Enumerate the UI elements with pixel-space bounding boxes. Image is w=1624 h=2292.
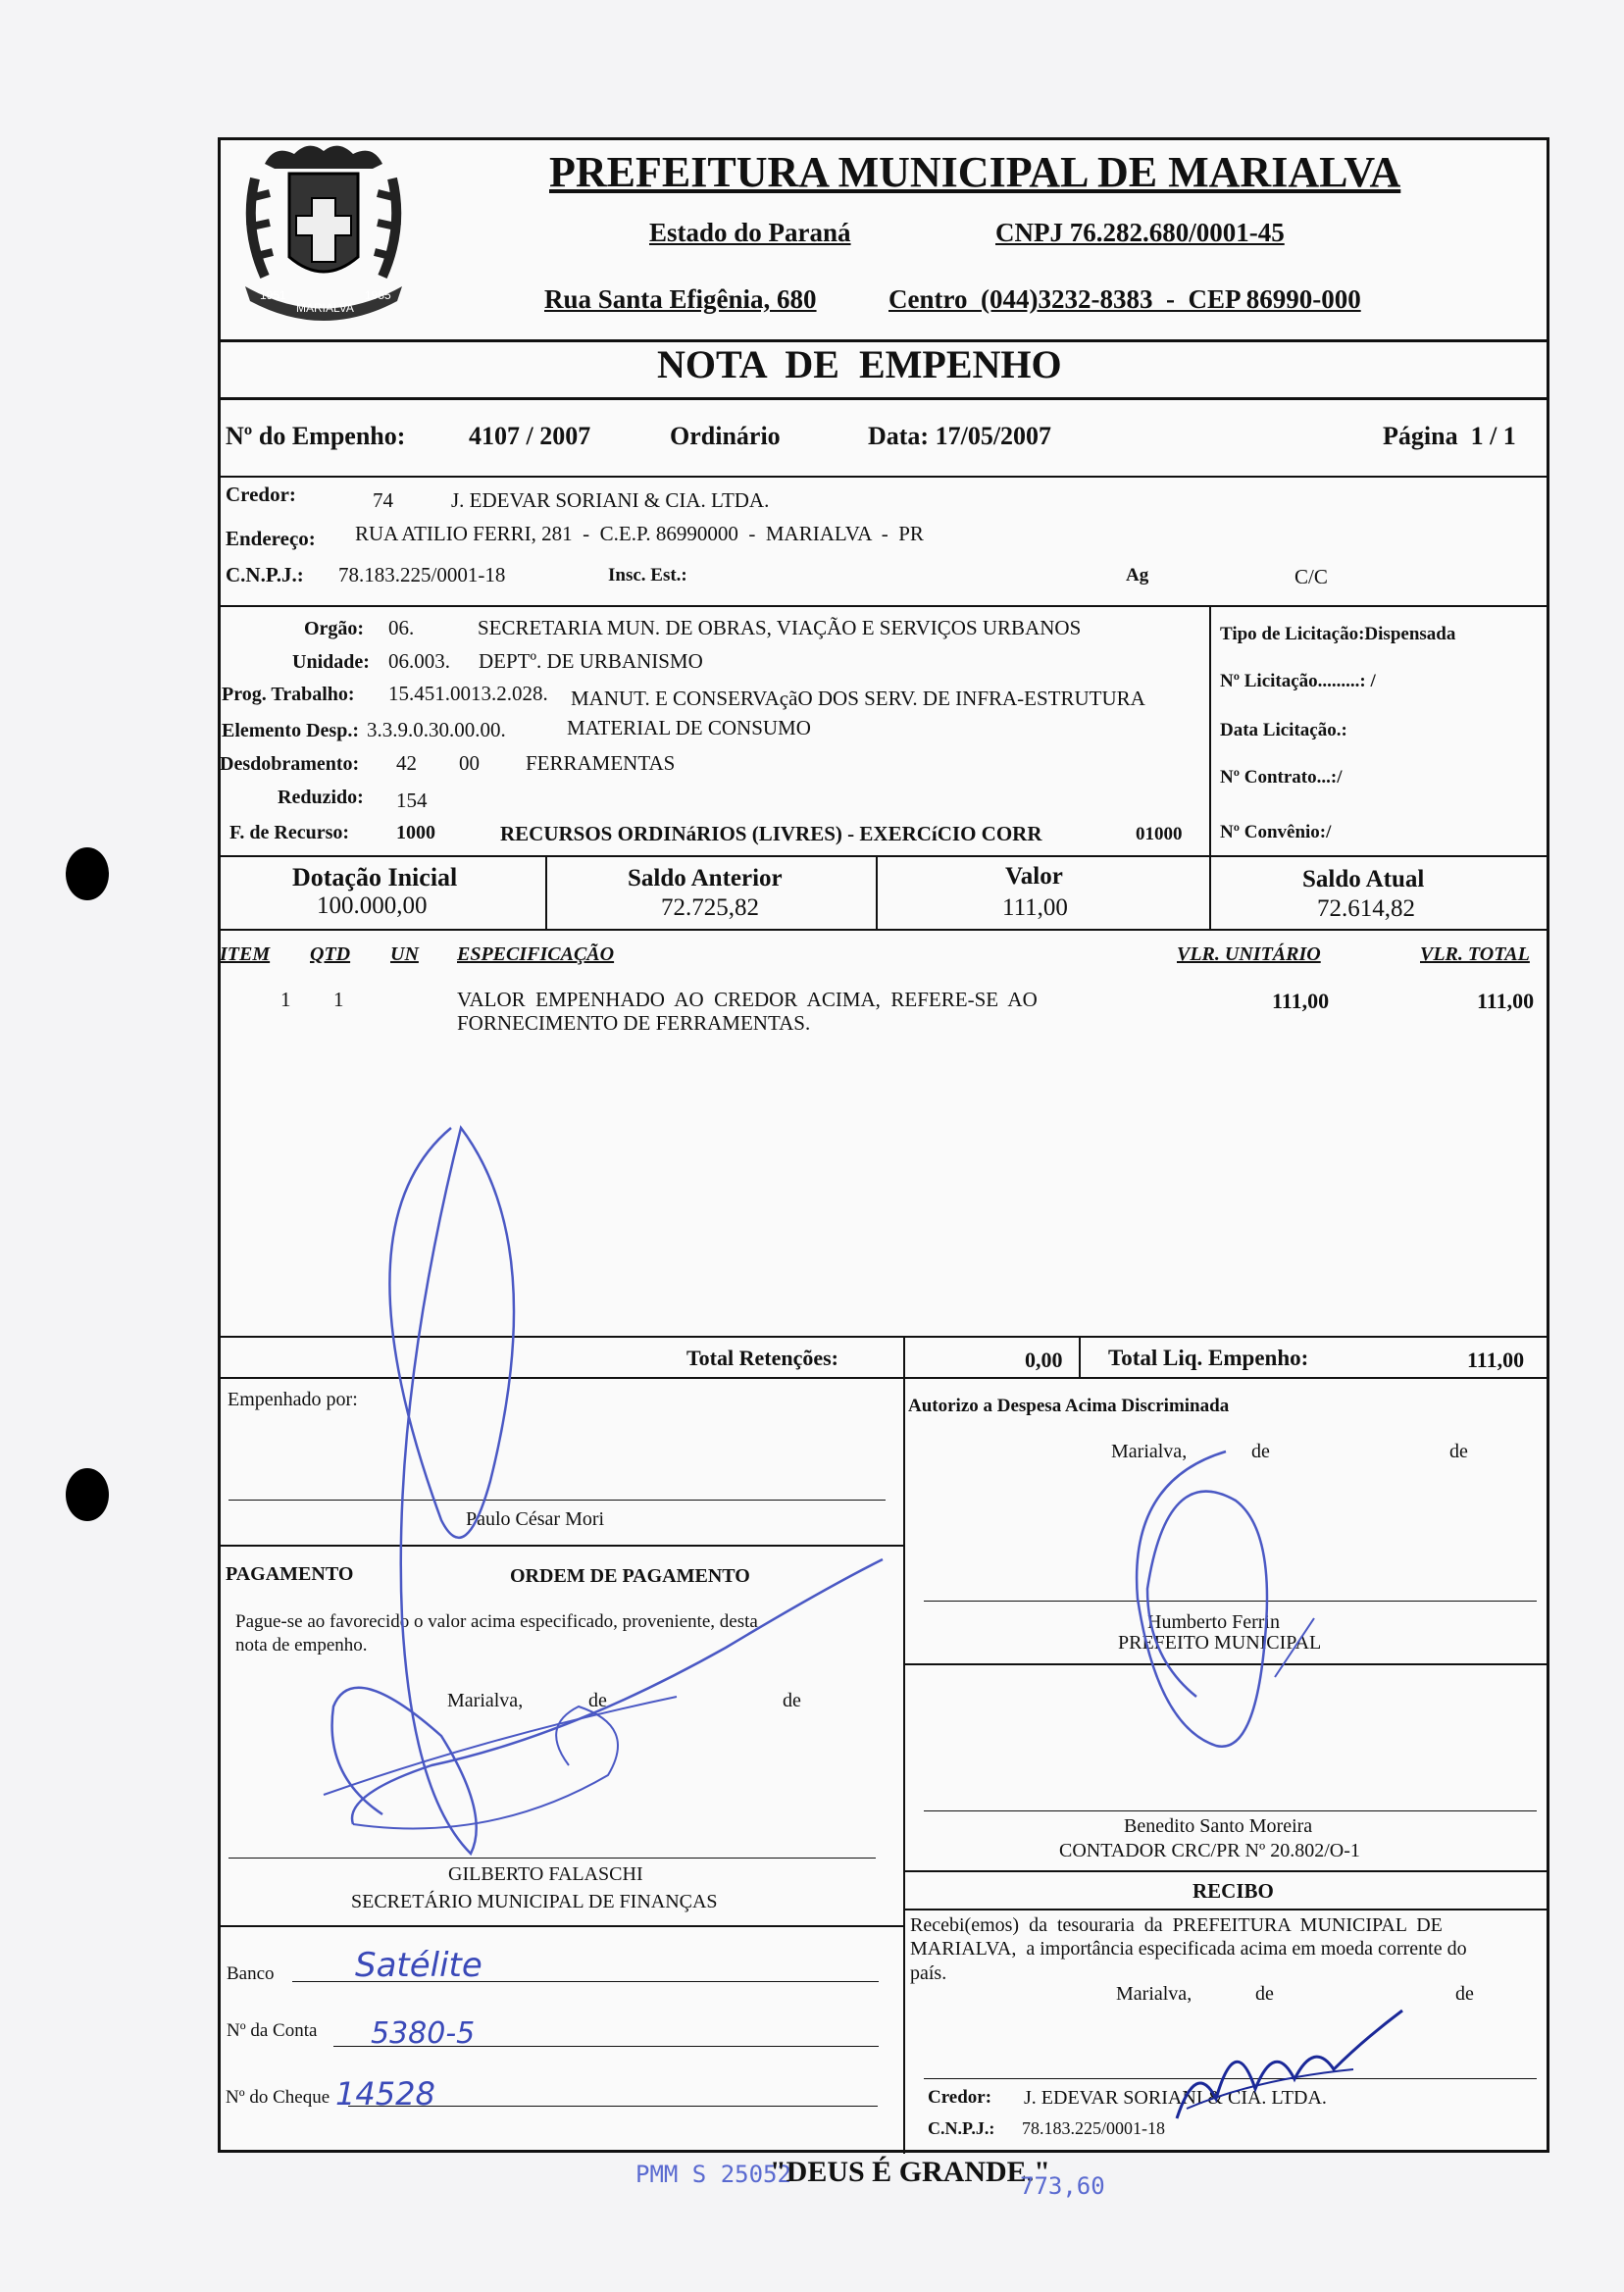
recurso-label: F. de Recurso: (229, 822, 350, 843)
empenhado-label: Empenhado por: (228, 1389, 358, 1410)
secretario-name: GILBERTO FALASCHI (448, 1863, 643, 1885)
pagamento-text-line1: Pague-se ao favorecido o valor acima especificado, proveniente, desta (235, 1611, 758, 1632)
retencoes-value: 0,00 (1025, 1348, 1063, 1372)
recibo-de1: de (1255, 1983, 1274, 2005)
conta-value: 5380-5 (371, 2016, 476, 2051)
autorizo-place: Marialva, (1111, 1441, 1188, 1462)
reduzido-value: 154 (396, 789, 428, 812)
credor-cnpj: 78.183.225/0001-18 (338, 563, 506, 586)
prog-code: 15.451.0013.2.028. (388, 682, 548, 705)
liq-value: 111,00 (1467, 1348, 1525, 1372)
empenho-date: Data: 17/05/2007 (868, 422, 1052, 450)
recibo-de2: de (1455, 1983, 1474, 2005)
pagamento-text-line2: nota de empenho. (235, 1635, 368, 1655)
prefeito-role: PREFEITO MUNICIPAL (1118, 1632, 1322, 1654)
row-unit-value: 111,00 (1272, 989, 1330, 1013)
col-header-un: UN (390, 943, 419, 965)
pagamento-label: PAGAMENTO (226, 1563, 354, 1585)
prog-name: MANUT. E CONSERVAçãO DOS SERV. DE INFRA-ESTRUTURA (571, 687, 1145, 710)
recibo-line3: país. (910, 1962, 947, 1984)
col-header-total-value: VLR. TOTAL (1420, 943, 1530, 965)
banco-label: Banco (227, 1963, 275, 1984)
liq-label: Total Liq. Empenho: (1108, 1346, 1309, 1370)
municipal-seal-icon (235, 139, 412, 335)
footer-stamp-left: PMM S 25052 (635, 2161, 791, 2188)
saldo-anterior-value: 72.725,82 (661, 894, 759, 921)
recibo-credor-name: J. EDEVAR SORIANI & CIA. LTDA. (1024, 2087, 1327, 2109)
recurso-code2: 01000 (1136, 824, 1183, 844)
unidade-label: Unidade: (292, 651, 370, 673)
contador-name: Benedito Santo Moreira (1124, 1815, 1313, 1837)
orgao-name: SECRETARIA MUN. DE OBRAS, VIAÇÃO E SERVIÇOS URBANOS (478, 616, 1082, 639)
page-number: Página 1 / 1 (1383, 422, 1516, 450)
reduzido-label: Reduzido: (278, 787, 364, 808)
retencoes-label: Total Retenções: (686, 1346, 838, 1370)
row-qtd: 1 (333, 988, 344, 1011)
credor-address: RUA ATILIO FERRI, 281 - C.E.P. 86990000 - MARIALVA - PR (355, 522, 924, 545)
saldo-atual-label: Saldo Atual (1302, 866, 1425, 892)
address-label: Endereço: (226, 527, 316, 550)
desdobramento-label: Desdobramento: (220, 753, 360, 775)
prefeito-name: Humberto Ferrin (1147, 1611, 1280, 1633)
elemento-label: Elemento Desp.: (222, 720, 359, 741)
desdobramento-a: 42 (396, 751, 417, 775)
cheque-value: 14528 (335, 2075, 435, 2113)
pagamento-place: Marialva, (447, 1690, 524, 1711)
contador-role: CONTADOR CRC/PR Nº 20.802/O-1 (1059, 1840, 1360, 1861)
document-title: NOTA DE EMPENHO (657, 342, 1062, 386)
col-header-unit-value: VLR. UNITÁRIO (1177, 943, 1321, 965)
recurso-name: RECURSOS ORDINáRIOS (LIVRES) - EXERCíCIO CORR (500, 822, 1042, 845)
valor-label: Valor (1005, 863, 1063, 890)
ordem-pagamento: ORDEM DE PAGAMENTO (510, 1565, 750, 1587)
row-item: 1 (280, 988, 291, 1011)
col-header-item: ITEM (220, 943, 271, 965)
credor-name: J. EDEVAR SORIANI & CIA. LTDA. (451, 488, 770, 512)
conta-label: Nº da Conta (227, 2020, 318, 2041)
unidade-name: DEPTº. DE URBANISMO (479, 649, 703, 673)
footer-stamp-right: 773,60 (1020, 2172, 1105, 2200)
licitacao-data: Data Licitação.: (1220, 720, 1347, 740)
elemento-name: MATERIAL DE CONSUMO (567, 716, 811, 739)
cheque-label: Nº do Cheque (226, 2087, 330, 2108)
col-header-spec: ESPECIFICAÇÃO (457, 943, 615, 965)
recibo-cnpj-label: C.N.P.J.: (928, 2118, 995, 2138)
recibo-cnpj: 78.183.225/0001-18 (1022, 2118, 1165, 2138)
orgao-label: Orgão: (304, 618, 365, 639)
row-spec-line2: FORNECIMENTO DE FERRAMENTAS. (457, 1011, 811, 1035)
contrato-numero: Nº Contrato...:/ (1220, 767, 1343, 788)
recibo-title: RECIBO (1193, 1879, 1274, 1903)
seal-years-right: 1955 (365, 288, 391, 302)
col-header-qtd: QTD (310, 943, 351, 965)
banco-value: Satélite (355, 1946, 482, 1985)
licitacao-numero: Nº Licitação.........: / (1220, 671, 1376, 691)
row-total-value: 111,00 (1477, 989, 1535, 1013)
footer-motto: "DEUS É GRANDE." (770, 2156, 1050, 2188)
prog-label: Prog. Trabalho: (222, 684, 355, 705)
header-address: Rua Santa Efigênia, 680 (544, 284, 817, 314)
page-title: PREFEITURA MUNICIPAL DE MARIALVA (549, 148, 1401, 196)
insc-est-label: Insc. Est.: (608, 565, 687, 586)
autorizo-label: Autorizo a Despesa Acima Discriminada (908, 1396, 1230, 1416)
dotacao-label: Dotação Inicial (292, 863, 458, 891)
empenho-label: Nº do Empenho: (226, 422, 406, 450)
seal-name: MARIALVA (296, 301, 354, 315)
recibo-line1: Recebi(emos) da tesouraria da PREFEITURA MUNICIPAL DE (910, 1914, 1443, 1936)
recurso-code: 1000 (396, 822, 435, 843)
seal-years-left: 1951 (260, 288, 286, 302)
desdobramento-b: 00 (459, 751, 480, 775)
elemento-code: 3.3.9.0.30.00.00. (367, 718, 506, 741)
recibo-line2: MARIALVA, a importância especificada acima em moeda corrente do (910, 1938, 1467, 1960)
orgao-code: 06. (388, 616, 415, 639)
recibo-credor-label: Credor: (928, 2087, 992, 2108)
cc-label: C/C (1294, 565, 1328, 588)
credor-code: 74 (373, 488, 393, 512)
empenhado-name: Paulo César Mori (466, 1508, 605, 1530)
pagamento-de2: de (783, 1690, 801, 1711)
empenho-number: 4107 / 2007 (469, 422, 591, 450)
row-spec-line1: VALOR EMPENHADO AO CREDOR ACIMA, REFERE-SE AO (457, 988, 1038, 1011)
dotacao-value: 100.000,00 (317, 892, 428, 919)
header-state: Estado do Paraná (649, 218, 851, 247)
autorizo-de2: de (1449, 1441, 1468, 1462)
recibo-place: Marialva, (1116, 1983, 1193, 2005)
saldo-atual-value: 72.614,82 (1317, 895, 1415, 922)
pagamento-de1: de (588, 1690, 607, 1711)
credor-label: Credor: (226, 483, 296, 506)
punch-hole-top (66, 847, 109, 900)
saldo-anterior-label: Saldo Anterior (628, 865, 783, 891)
autorizo-de1: de (1251, 1441, 1270, 1462)
desdobramento-name: FERRAMENTAS (526, 751, 676, 775)
ag-label: Ag (1126, 565, 1149, 586)
header-cnpj: CNPJ 76.282.680/0001-45 (995, 218, 1285, 247)
cnpj-label: C.N.P.J.: (226, 563, 304, 586)
secretario-role: SECRETÁRIO MUNICIPAL DE FINANÇAS (351, 1891, 718, 1912)
licitacao-tipo: Tipo de Licitação:Dispensada (1220, 624, 1456, 644)
valor-value: 111,00 (1002, 894, 1068, 921)
punch-hole-bottom (66, 1468, 109, 1521)
header-contact: Centro (044)3232-8383 - CEP 86990-000 (888, 284, 1361, 314)
empenho-type: Ordinário (670, 422, 781, 450)
unidade-code: 06.003. (388, 649, 450, 673)
convenio-numero: Nº Convênio:/ (1220, 822, 1332, 842)
